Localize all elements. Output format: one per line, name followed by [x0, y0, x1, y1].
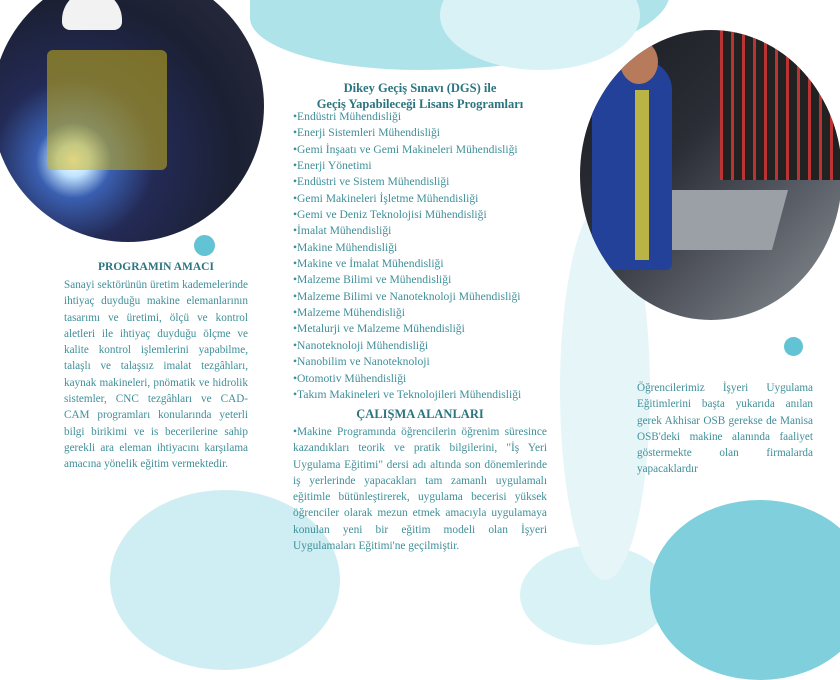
program-list-item: •Malzeme Mühendisliği [293, 306, 405, 320]
decor-bottom-right-blob [650, 500, 840, 680]
dgs-heading-line1: Dikey Geçiş Sınavı (DGS) ile [343, 81, 497, 95]
dgs-heading [290, 80, 550, 112]
program-list-item: •Takım Makineleri ve Teknolojileri Mühendisliği [293, 387, 522, 401]
program-list-item: •Metalurji ve Malzeme Mühendisliği [293, 322, 465, 336]
program-list-item: •Malzeme Bilimi ve Mühendisliği [293, 273, 452, 287]
program-list-item: •Enerji Yönetimi [293, 159, 372, 173]
program-list-item: •Gemi ve Deniz Teknolojisi Mühendisliği [293, 208, 487, 222]
welder-photo [0, 0, 264, 242]
accent-dot-right [784, 337, 803, 356]
program-list-item: •Nanoteknoloji Mühendisliği [293, 338, 429, 352]
program-list-item: •Endüstri ve Sistem Mühendisliği [293, 175, 450, 189]
internship-text: Öğrencilerimiz İşyeri Uygulama Eğitimlerini başta yukarıda anılan gerek Akhisar OSB gerekse de Manisa OSB'deki makine alanında faaliyet göstermekte olan firmalarda yapacaklardır [637, 382, 813, 476]
program-list-item: •Makine Mühendisliği [293, 240, 398, 254]
program-list-item: •Endüstri Mühendisliği [293, 110, 402, 123]
dgs-heading-line2: Geçiş Yapabileceği Lisans Programları [316, 97, 524, 111]
internship-section [637, 380, 813, 478]
program-list-item: •Malzeme Bilimi ve Nanoteknoloji Mühendisliği [293, 289, 521, 303]
work-areas-text: •Makine Programında öğrencilerin öğrenim süresince kazandıkları teorik ve pratik bilgilerini, "İş Yeri Uygulama Eğitimi" dersi adı altında son dönemlerinde iş yerlerinde yapacakları tam zamanlı uygulamalı eğitimle bütünleştirerek, uygulama becerisi yüksek öğrenciler olarak mezun etmek amacıyla uygulamaya konulan yeni bir eğitim modeli olan İşyeri Uygulamaları Eğitimi'ne geçilmiştir. [293, 426, 547, 553]
program-list-item: •Nanobilim ve Nanoteknoloji [293, 355, 430, 369]
program-list-item: •İmalat Mühendisliği [293, 224, 392, 238]
program-list-item: •Makine ve İmalat Mühendisliği [293, 257, 444, 271]
program-purpose-heading: PROGRAMIN AMACI [98, 261, 214, 273]
program-list-item: •Otomotiv Mühendisliği [293, 371, 407, 385]
work-areas-heading: ÇALIŞMA ALANLARI [356, 407, 484, 421]
program-list-item: •Gemi İnşaatı ve Gemi Makineleri Mühendisliği [293, 142, 518, 156]
program-purpose-text: Sanayi sektörünün üretim kademelerinde ihtiyaç duyduğu makine elemanlarının tasarımı ve üretimi, ölçü ve kontrol aletleri ile ihtiyaç duyduğu ölçme ve kalite kontrol işlemlerini yapabilme, talaşlı ve talaşsız imalat tezgâhları, kaynak makineleri, pnömatik ve hidrolik sistemler, CNC tezgâhları ve CAD-CAM programları konularında yeterli bilgi birikimi ve is becerilerine sahip gerekli ara eleman ihtiyacını karşılama amacına yönelik eğitim vermektedir. [64, 279, 248, 471]
technician-photo [580, 30, 840, 320]
program-purpose-section [64, 259, 248, 473]
work-areas-section [293, 406, 547, 554]
accent-dot-left [194, 235, 215, 256]
program-list-item: •Enerji Sistemleri Mühendisliği [293, 126, 441, 140]
dgs-program-list [293, 109, 521, 403]
program-list-item: •Gemi Makineleri İşletme Mühendisliği [293, 191, 479, 205]
